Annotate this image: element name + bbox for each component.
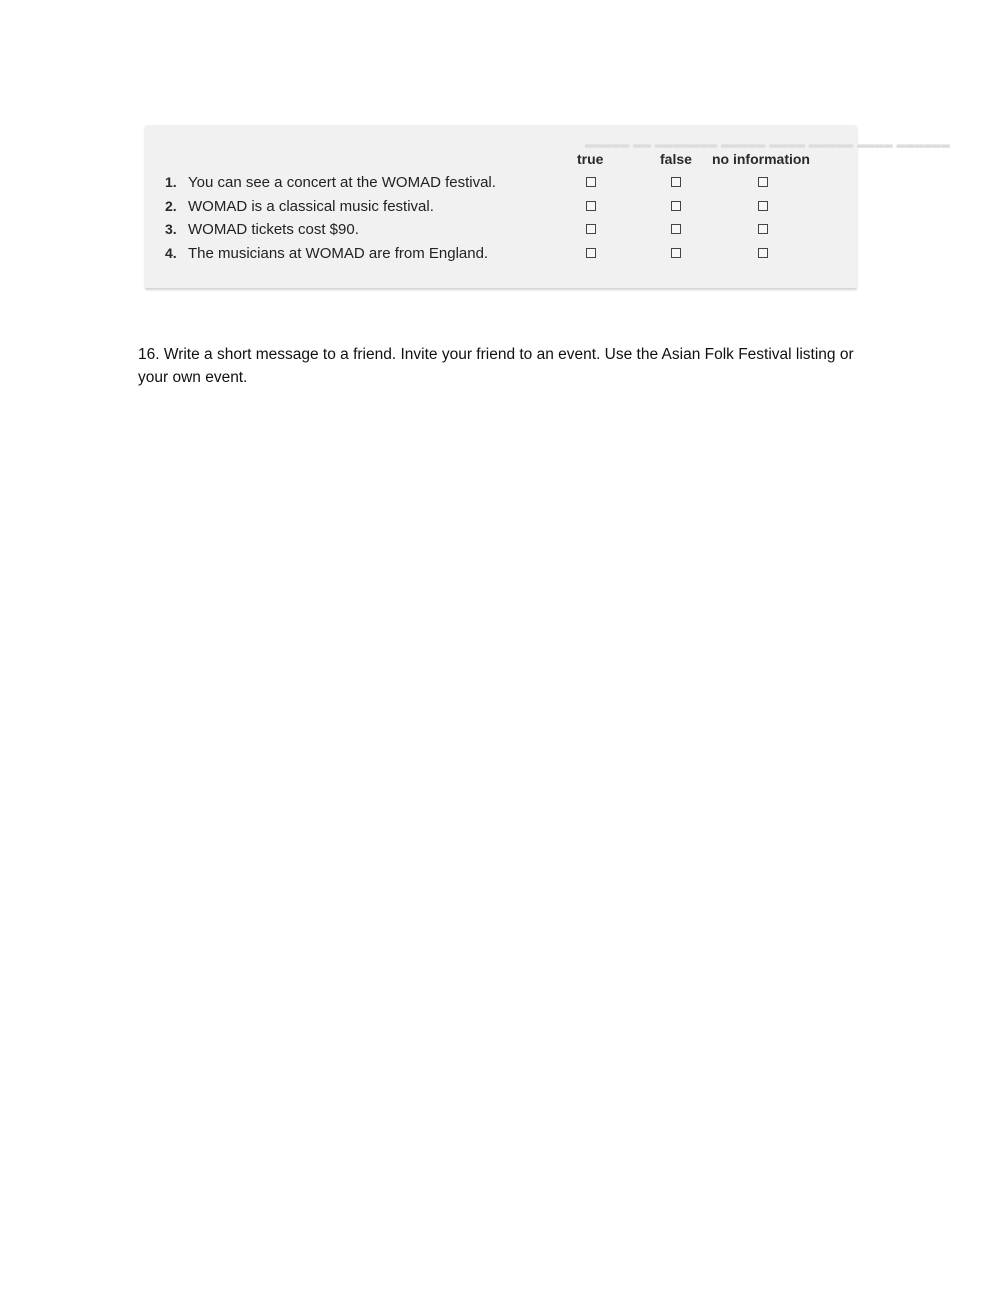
faded-instruction-text: ▂▂▂▂▂ ▂▂ ▂▂▂▂▂▂▂ ▂▂▂▂▂ ▂▂▂▂ ▂▂▂▂▂ ▂▂▂▂ ▂▂▂▂▂▂	[585, 136, 951, 148]
header-true: true	[577, 151, 604, 167]
header-false: false	[660, 151, 692, 167]
statement-number: 2.	[165, 198, 177, 214]
checkbox-false[interactable]	[671, 224, 681, 234]
checkbox-true[interactable]	[586, 224, 596, 234]
statement-row	[165, 174, 845, 196]
true-false-worksheet-image	[145, 125, 951, 288]
statement-row	[165, 245, 845, 267]
statement-text: You can see a concert at the WOMAD festival.	[188, 174, 496, 191]
checkbox-true[interactable]	[586, 177, 596, 187]
checkbox-no-information[interactable]	[758, 177, 768, 187]
writing-task-prompt: 16. Write a short message to a friend. Invite your friend to an event. Use the Asian Folk Festival listing or your own event.	[138, 346, 854, 386]
checkbox-false[interactable]	[671, 201, 681, 211]
statement-text: WOMAD tickets cost $90.	[188, 221, 359, 238]
statement-row	[165, 198, 845, 220]
statement-number: 4.	[165, 245, 177, 261]
statement-row	[165, 221, 845, 243]
statement-number: 3.	[165, 221, 177, 237]
checkbox-true[interactable]	[586, 201, 596, 211]
checkbox-no-information[interactable]	[758, 248, 768, 258]
statement-text: WOMAD is a classical music festival.	[188, 198, 434, 215]
checkbox-false[interactable]	[671, 248, 681, 258]
statement-text: The musicians at WOMAD are from England.	[188, 245, 489, 262]
checkbox-no-information[interactable]	[758, 224, 768, 234]
checkbox-no-information[interactable]	[758, 201, 768, 211]
header-no-information: no information	[712, 151, 810, 167]
checkbox-false[interactable]	[671, 177, 681, 187]
checkbox-true[interactable]	[586, 248, 596, 258]
statement-number: 1.	[165, 174, 177, 190]
